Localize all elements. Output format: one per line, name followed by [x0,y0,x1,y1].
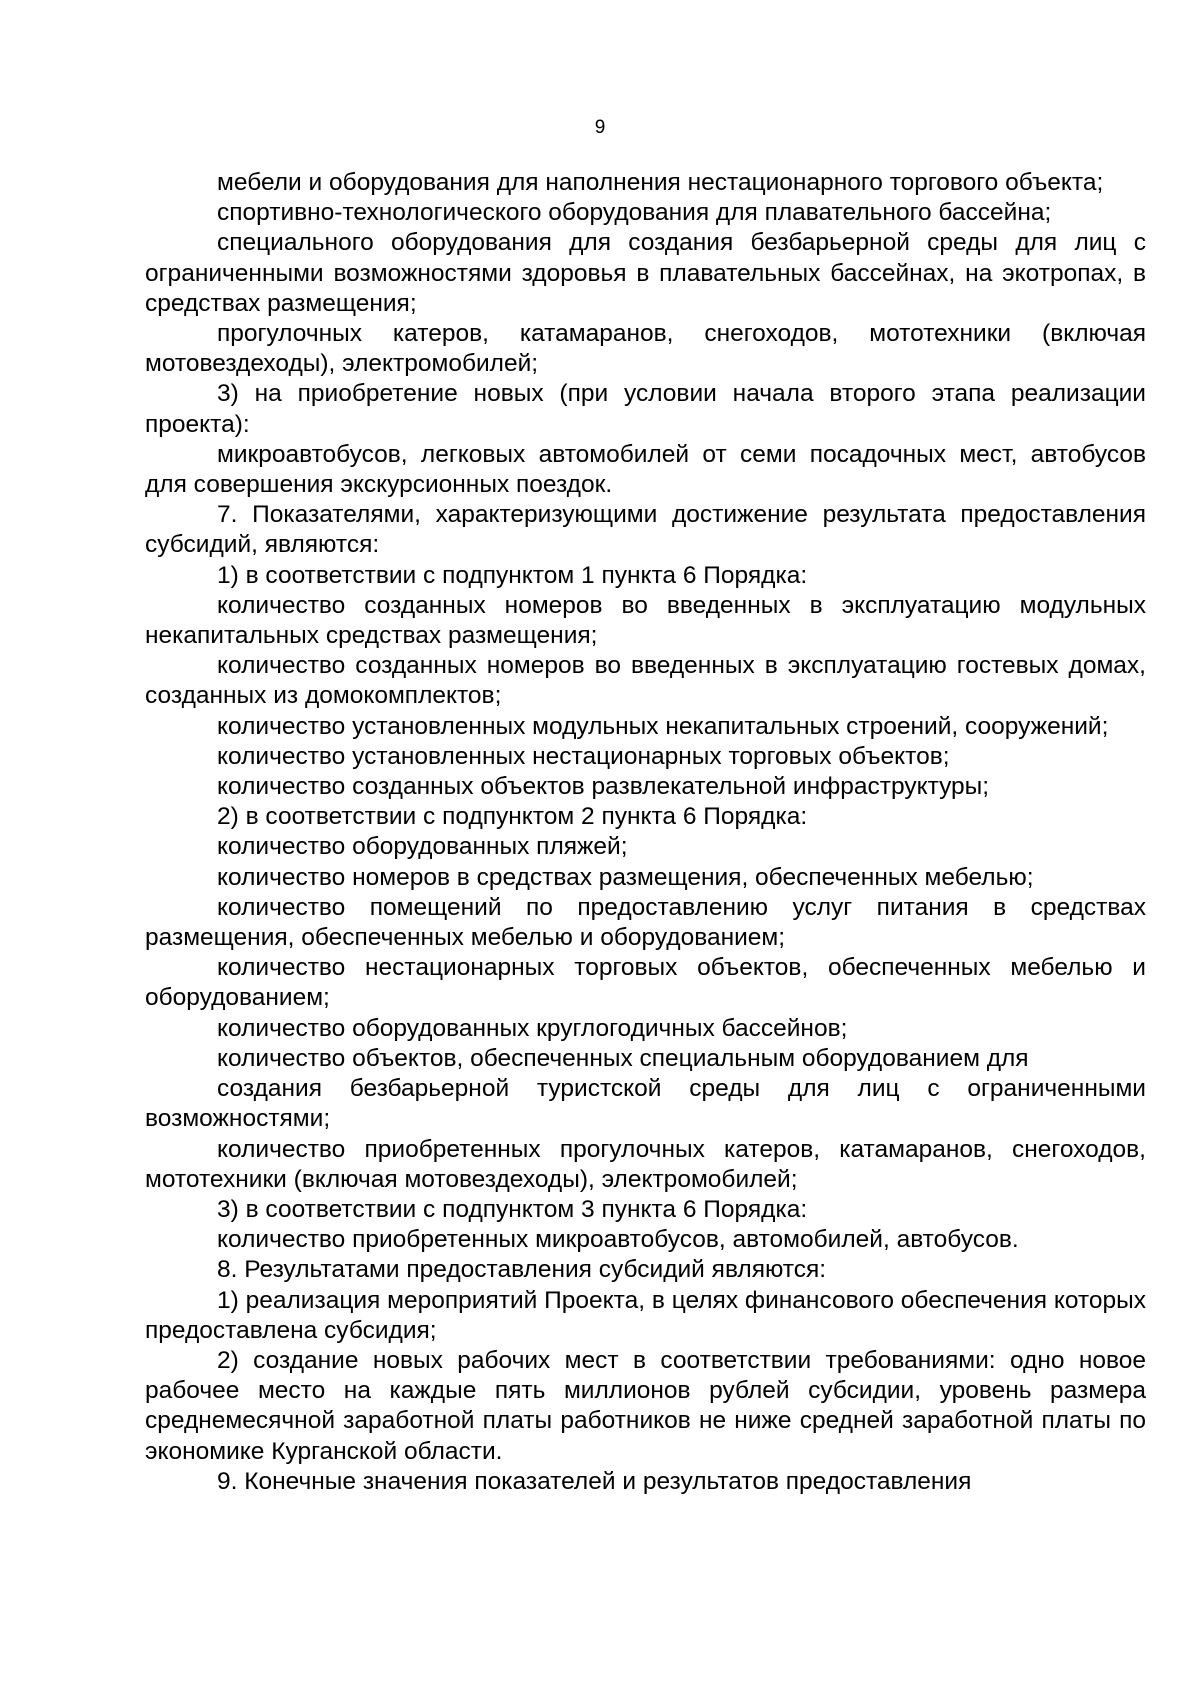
paragraph: создания безбарьерной туристской среды для лиц с ограниченными возможностями; [145,1075,1146,1133]
paragraph: количество номеров в средствах размещения, обеспеченных мебелью; [217,863,1034,891]
document-body [145,168,1146,1497]
paragraph: 8. Результатами предоставления субсидий являются: [217,1256,827,1284]
page-number: 9 [594,117,606,138]
paragraph: 1) реализация мероприятий Проекта, в целях финансового обеспечения которых предоставлена субсидия; [145,1286,1146,1344]
paragraph: количество оборудованных пляжей; [217,833,628,861]
paragraph: количество оборудованных круглогодичных бассейнов; [217,1014,848,1042]
paragraph: количество помещений по предоставлению услуг питания в средствах размещения, обеспеченных мебелью и оборудованием; [145,893,1146,952]
paragraph: специального оборудования для создания безбарьерной среды для лиц с ограниченными возможностями здоровья в плавательных бассейнах, на экотропах, в средствах размещения; [145,229,1146,317]
paragraph: количество объектов, обеспеченных специальным оборудованием для [217,1044,1029,1072]
paragraph: количество нестационарных торговых объектов, обеспеченных мебелью и оборудованием; [145,954,1146,1012]
paragraph: прогулочных катеров, катамаранов, снегоходов, мототехники (включая мотовездеходы), электромобилей; [145,320,1146,378]
paragraph: количество созданных номеров во введенных в эксплуатацию гостевых домах, созданных из домокомплектов; [145,652,1146,710]
paragraph: количество созданных объектов развлекательной инфраструктуры; [217,773,990,801]
paragraph: количество приобретенных микроавтобусов, автомобилей, автобусов. [217,1226,1019,1254]
paragraph: микроавтобусов, легковых автомобилей от семи посадочных мест, автобусов для совершения экскурсионных поездок. [145,440,1146,499]
paragraph: 7. Показателями, характеризующими достижение результата предоставления субсидий, являются: [145,501,1146,559]
paragraph: 3) в соответствии с подпунктом 3 пункта 6 Порядка: [217,1195,808,1223]
paragraph: 2) в соответствии с подпунктом 2 пункта 6 Порядка: [217,803,808,831]
paragraph: 3) на приобретение новых (при условии начала второго этапа реализации проекта): [145,380,1146,438]
paragraph: количество установленных модульных некапитальных строений, сооружений; [217,712,1109,740]
paragraph: 2) создание новых рабочих мест в соответствии требованиями: одно новое рабочее место на каждые пять миллионов рублей субсидии, уровень размера среднемесячной заработной платы работников не ниже средней заработной платы по экономике Курганской области. [145,1346,1146,1465]
paragraph: количество установленных нестационарных торговых объектов; [217,742,950,770]
paragraph: 1) в соответствии с подпунктом 1 пункта 6 Порядка: [217,561,808,589]
paragraph: количество приобретенных прогулочных катеров, катамаранов, снегоходов, мототехники (включая мотовездеходы), электромобилей; [145,1135,1146,1193]
paragraph: спортивно-технологического оборудования для плавательного бассейна; [217,199,1052,227]
paragraph: 9. Конечные значения показателей и результатов предоставления [217,1467,972,1495]
paragraph: количество созданных номеров во введенных в эксплуатацию модульных некапитальных средствах размещения; [145,591,1146,650]
paragraph: мебели и оборудования для наполнения нестационарного торгового объекта; [217,169,1104,196]
